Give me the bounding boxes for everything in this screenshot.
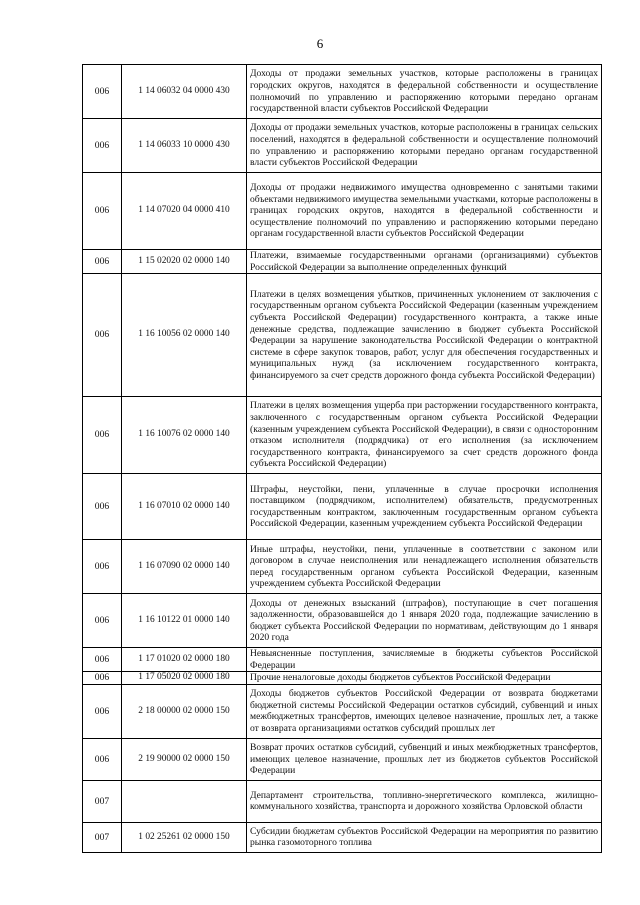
- admin-code-cell: 006: [83, 672, 122, 685]
- table-row: [83, 173, 602, 250]
- page-number: 6: [316, 36, 324, 51]
- description-cell: Возврат прочих остатков субсидий, субвенций и иных межбюджетных трансфертов, имеющих целевое назначение, прошлых лет из бюджетов субъектов Российской Федерации: [247, 738, 602, 780]
- description-cell: Доходы от денежных взысканий (штрафов), поступающие в счет погашения задолженности, образовавшейся до 1 января 2020 года, подлежащие зачислению в бюджет субъекта Российской Федерации по нормативам, действующим до 1 января 2020 года: [247, 594, 602, 648]
- admin-code-cell: 006: [83, 397, 122, 474]
- budget-code-cell: 1 17 01020 02 0000 180: [122, 648, 247, 672]
- budget-code-cell: 1 16 10076 02 0000 140: [122, 397, 247, 474]
- admin-code-cell: 006: [83, 274, 122, 397]
- table-row: [83, 474, 602, 540]
- admin-code-cell: 006: [83, 648, 122, 672]
- budget-code-cell: 2 19 90000 02 0000 150: [122, 738, 247, 780]
- description-cell: Доходы от продажи земельных участков, которые расположены в границах сельских поселений, находятся в федеральной собственности и осуществление полномочий по управлению и распоряжению которыми передано органам государственной власти субъектов Российской Федерации: [247, 119, 602, 173]
- admin-code-cell: 006: [83, 474, 122, 540]
- table-row: [83, 822, 602, 852]
- admin-code-cell: 006: [83, 173, 122, 250]
- budget-code-cell: [122, 780, 247, 822]
- table-row: [83, 780, 602, 822]
- budget-code-cell: 2 18 00000 02 0000 150: [122, 684, 247, 738]
- admin-code-cell: 006: [83, 540, 122, 594]
- table-row: [83, 738, 602, 780]
- budget-code-cell: 1 02 25261 02 0000 150: [122, 822, 247, 852]
- budget-code-cell: 1 14 06032 04 0000 430: [122, 65, 247, 119]
- budget-code-cell: 1 16 10122 01 0000 140: [122, 594, 247, 648]
- budget-code-cell: 1 16 10056 02 0000 140: [122, 274, 247, 397]
- admin-code-cell: 006: [83, 65, 122, 119]
- budget-code-cell: 1 17 05020 02 0000 180: [122, 672, 247, 685]
- description-cell: Доходы от продажи земельных участков, которые расположены в границах городских округов, находятся в федеральной собственности и осуществление полномочий по управлению и распоряжению которыми передано органам государственной власти субъектов Российской Федерации: [247, 65, 602, 119]
- table-row: [83, 65, 602, 119]
- table-row: [83, 119, 602, 173]
- table-row: [83, 540, 602, 594]
- budget-code-cell: 1 16 07010 02 0000 140: [122, 474, 247, 540]
- admin-code-cell: 006: [83, 594, 122, 648]
- table-row: [83, 672, 602, 685]
- admin-code-cell: 006: [83, 684, 122, 738]
- description-cell: Прочие неналоговые доходы бюджетов субъектов Российской Федерации: [247, 672, 602, 685]
- table-row: [83, 274, 602, 397]
- budget-code-cell: 1 16 07090 02 0000 140: [122, 540, 247, 594]
- admin-code-cell: 006: [83, 738, 122, 780]
- description-cell: Иные штрафы, неустойки, пени, уплаченные в соответствии с законом или договором в случае неисполнения или ненадлежащего исполнения обязательств перед государственным органом субъекта Российской Федерации, казенным учреждением субъекта Российской Федерации: [247, 540, 602, 594]
- admin-code-cell: 006: [83, 250, 122, 274]
- table-row: [83, 250, 602, 274]
- description-cell: Доходы от продажи недвижимого имущества одновременно с занятыми такими объектами недвижимого имущества земельными участками, которые расположены в границах городских округов, находятся в федеральной собственности и осуществление полномочий по управлению и распоряжению которыми передано органам государственной власти субъектов Российской Федерации: [247, 173, 602, 250]
- description-cell: Невыясненные поступления, зачисляемые в бюджеты субъектов Российской Федерации: [247, 648, 602, 672]
- budget-code-cell: 1 14 06033 10 0000 430: [122, 119, 247, 173]
- description-cell: Платежи в целях возмещения убытков, причиненных уклонением от заключения с государственным органом субъекта Российской Федерации (казенным учреждением субъекта Российской Федерации) государственного контракта, а также иные денежные средства, подлежащие зачислению в бюджет субъекта Российской Федерации за нарушение законодательства Российской Федерации о контрактной системе в сфере закупок товаров, работ, услуг для обеспечения государственных и муниципальных нужд (за исключением государственного контракта, финансируемого за счет средств дорожного фонда субъекта Российской Федерации): [247, 274, 602, 397]
- description-cell: Департамент строительства, топливно-энергетического комплекса, жилищно-коммунального хозяйства, транспорта и дорожного хозяйства Орловской области: [247, 780, 602, 822]
- table-row: [83, 594, 602, 648]
- description-cell: Платежи в целях возмещения ущерба при расторжении государственного контракта, заключенного с государственным органом субъекта Российской Федерации (казенным учреждением субъекта Российской Федерации), в связи с односторонним отказом исполнителя (подрядчика) от его исполнения (за исключением государственного контракта, финансируемого за счет средств дорожного фонда субъекта Российской Федерации): [247, 397, 602, 474]
- description-cell: Штрафы, неустойки, пени, уплаченные в случае просрочки исполнения поставщиком (подрядчиком, исполнителем) обязательств, предусмотренных государственным контрактом, заключенным государственным органом субъекта Российской Федерации, казенным учреждением субъекта Российской Федерации: [247, 474, 602, 540]
- budget-code-cell: 1 15 02020 02 0000 140: [122, 250, 247, 274]
- description-cell: Платежи, взимаемые государственными органами (организациями) субъектов Российской Федерации за выполнение определенных функций: [247, 250, 602, 274]
- table-row: [83, 397, 602, 474]
- revenue-codes-table: [82, 64, 602, 853]
- description-cell: Доходы бюджетов субъектов Российской Федерации от возврата бюджетами бюджетной системы Российской Федерации остатков субсидий, субвенций и иных межбюджетных трансфертов, имеющих целевое назначение, прошлых лет, а также от возврата организациями остатков субсидий прошлых лет: [247, 684, 602, 738]
- table-row: [83, 648, 602, 672]
- table-row: [83, 684, 602, 738]
- description-cell: Субсидии бюджетам субъектов Российской Федерации на мероприятия по развитию рынка газомоторного топлива: [247, 822, 602, 852]
- admin-code-cell: 007: [83, 822, 122, 852]
- admin-code-cell: 007: [83, 780, 122, 822]
- admin-code-cell: 006: [83, 119, 122, 173]
- budget-code-cell: 1 14 07020 04 0000 410: [122, 173, 247, 250]
